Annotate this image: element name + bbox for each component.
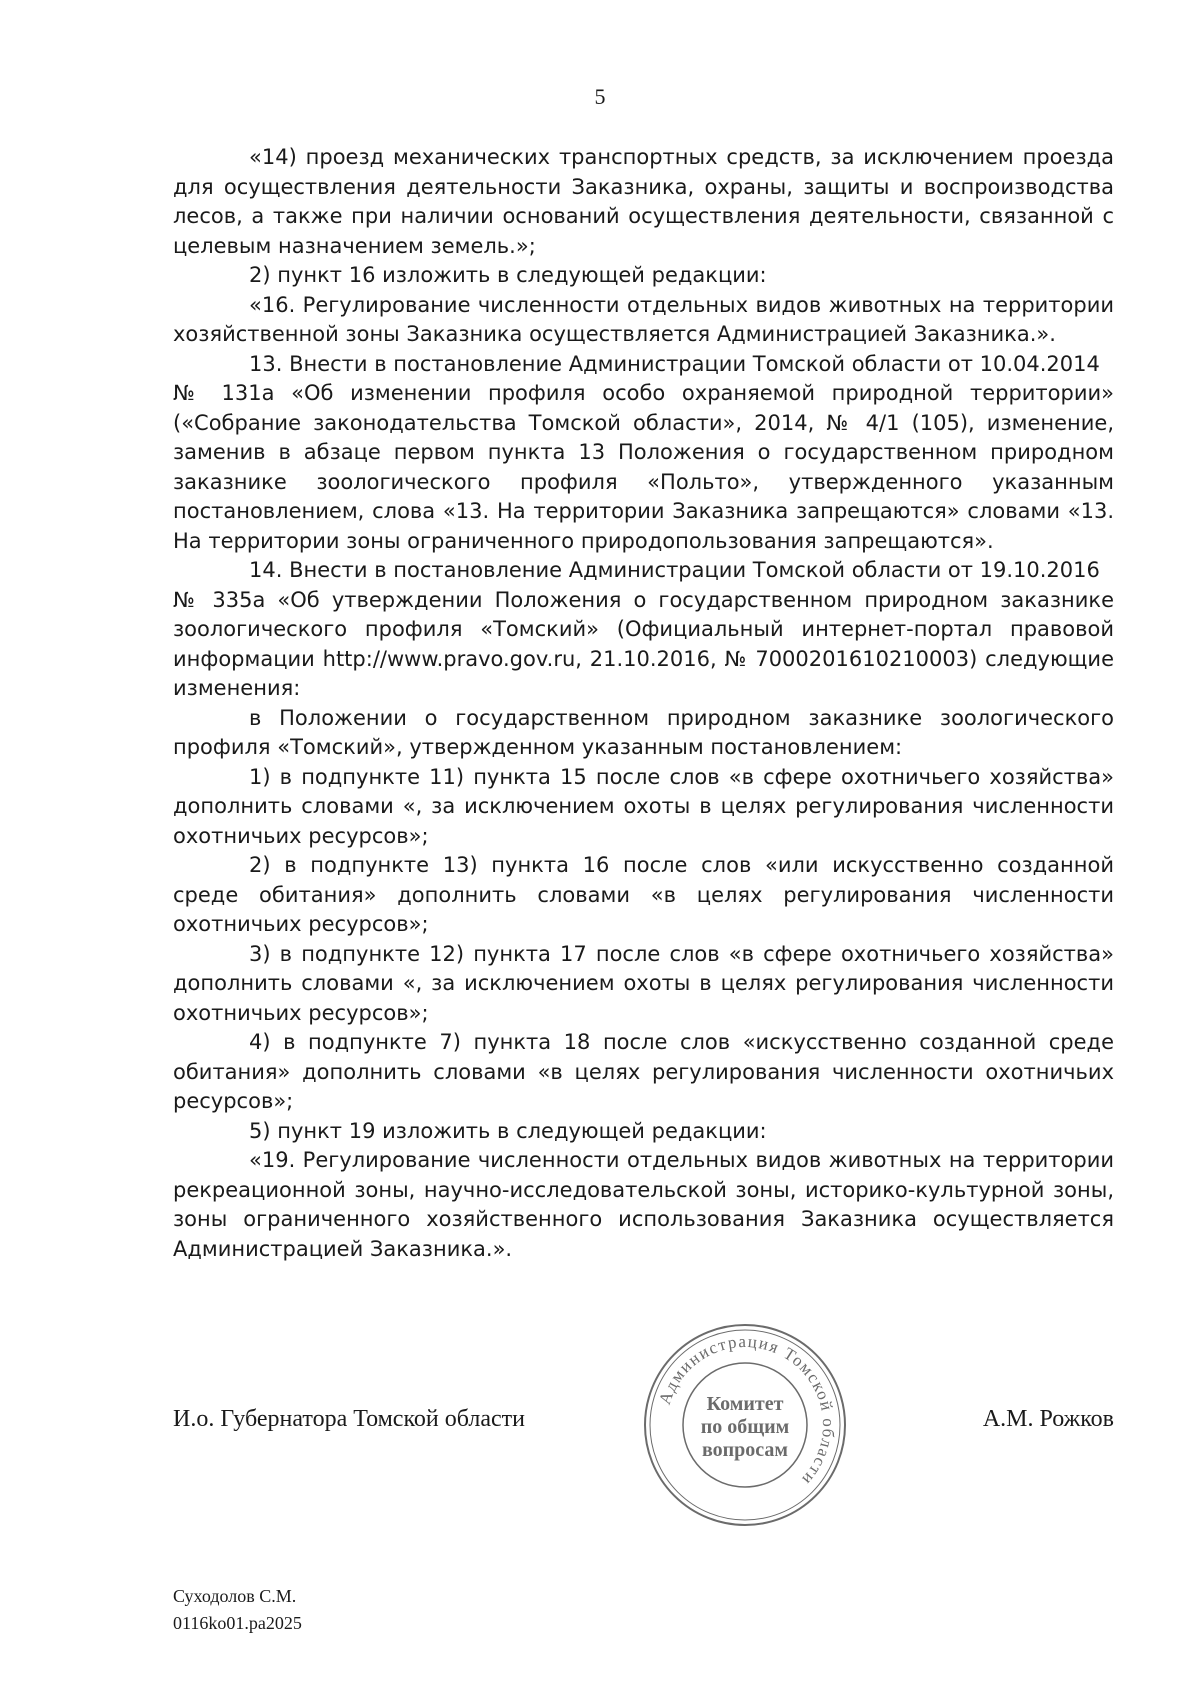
document-body — [173, 143, 1114, 1264]
paragraph: 1) в подпункте 11) пункта 15 после слов «в сфере охотничьего хозяйства» дополнить словами «, за исключением охоты в целях регулирования численности охотничьих ресурсов»; — [173, 764, 1114, 848]
stamp-inner-line: по общим — [700, 1416, 790, 1438]
stamp-outer-text: Администрация Томской области — [655, 1331, 839, 1490]
paragraph: 3) в подпункте 12) пункта 17 после слов «в сфере охотничьего хозяйства» дополнить словами «, за исключением охоты в целях регулирования численности охотничьих ресурсов»; — [173, 941, 1114, 1025]
paragraph: 2) в подпункте 13) пункта 16 после слов «или искусственно созданной среде обитания» дополнить словами «в целях регулирования численности охотничьих ресурсов»; — [173, 853, 1114, 936]
document-code: 0116ko01.pa2025 — [173, 1613, 302, 1633]
executor-block — [173, 1583, 302, 1637]
paragraph: 4) в подпункте 7) пункта 18 после слов «искусственно созданной среде обитания» дополнить словами «в целях регулирования численности охотничьих ресурсов»; — [173, 1030, 1114, 1113]
stamp-inner-line: Комитет — [706, 1393, 784, 1415]
paragraph: в Положении о государственном природном заказнике зоологического профиля «Томский», утвержденном указанным постановлением: — [173, 705, 1114, 759]
official-stamp — [640, 1320, 850, 1530]
paragraph: 13. Внести в постановление Администрации Томской области от 10.04.2014 — [249, 351, 1100, 376]
paragraph: 14. Внести в постановление Администрации Томской области от 19.10.2016 — [249, 558, 1100, 582]
paragraph: 2) пункт 16 изложить в следующей редакции: — [249, 263, 767, 287]
paragraph: № 335а «Об утверждении Положения о государственном природном заказнике зоологического профиля «Томский» (Официальный интернет-портал правовой информации http://www.pravo.gov.ru, 21.10.2016, № 7000201610210003) следующие изменения: — [173, 587, 1114, 700]
signatory-name: А.М. Рожков — [982, 1406, 1114, 1432]
paragraph: «16. Регулирование численности отдельных видов животных на территории хозяйственной зоны Заказника осуществляется Администрацией Заказника.». — [173, 292, 1114, 346]
paragraph: № 131а «Об изменении профиля особо охраняемой природной территории» («Собрание законодательства Томской области», 2014, № 4/1 (105), изменение, заменив в абзаце первом пункта 13 Положения о государственном природном заказнике зоологического профиля «Польто», утвержденного указанным постановлением, слова «13. На территории Заказника запрещаются» словами «13. На территории зоны ограниченного природопользования запрещаются». — [173, 381, 1114, 553]
stamp-inner-line: вопросам — [701, 1439, 789, 1461]
page-number: 5 — [594, 84, 606, 109]
executor-name: Суходолов С.М. — [173, 1586, 297, 1606]
paragraph: «19. Регулирование численности отдельных видов животных на территории рекреационной зоны, научно-исследовательской зоны, историко-культурной зоны, зоны ограниченного хозяйственного использования Заказника осуществляется Администрацией Заказника.». — [173, 1148, 1114, 1261]
paragraph: «14) проезд механических транспортных средств, за исключением проезда для осуществления деятельности Заказника, охраны, защиты и воспроизводства лесов, а также при наличии оснований осуществления деятельности, связанной с целевым назначением земель.»; — [173, 145, 1114, 258]
signatory-position: И.о. Губернатора Томской области — [173, 1406, 525, 1432]
paragraph: 5) пункт 19 изложить в следующей редакции: — [249, 1118, 767, 1143]
